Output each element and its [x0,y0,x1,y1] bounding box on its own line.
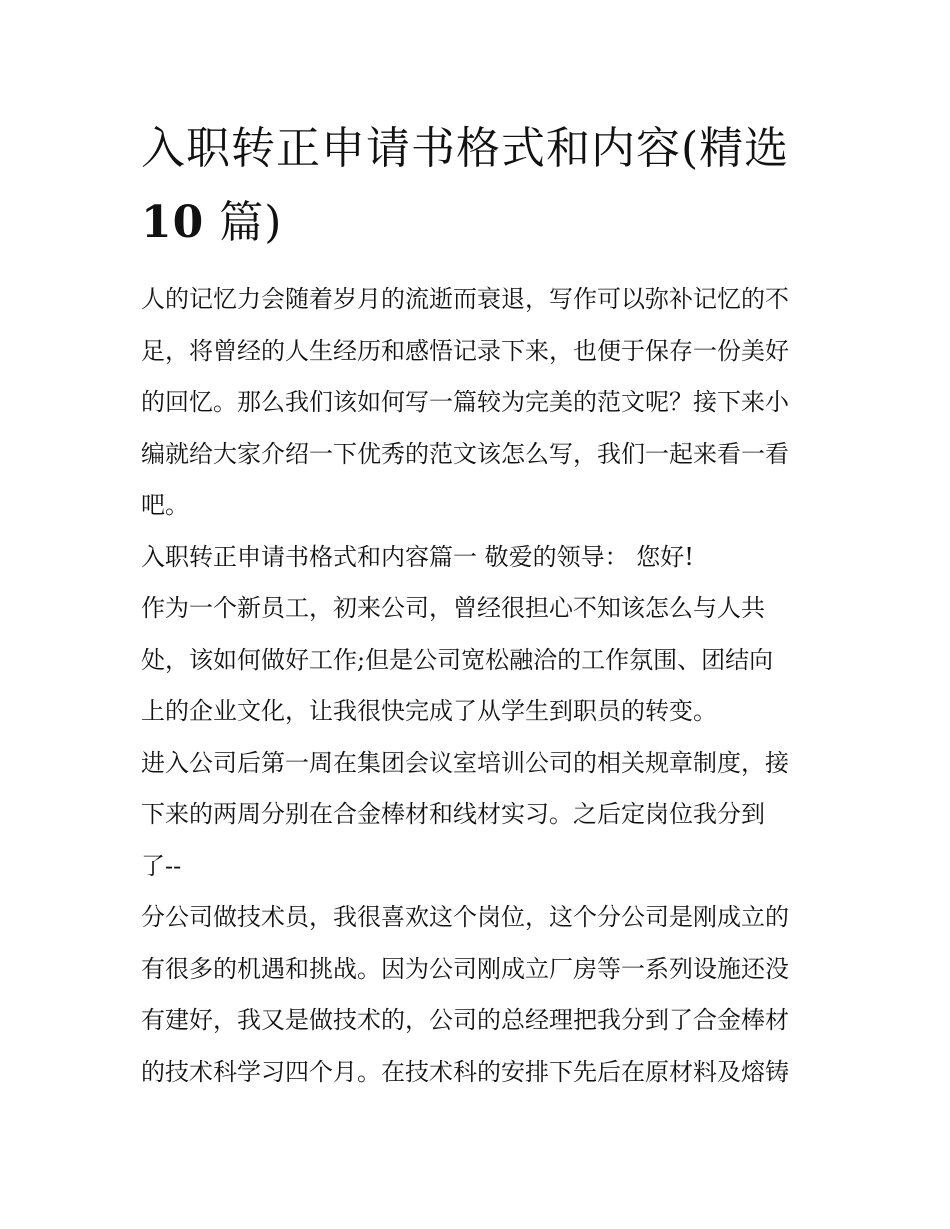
text-line: 的技术科学习四个月。在技术科的安排下先后在原材料及熔铸 [141,1057,789,1086]
text-line: 入职转正申请书格式和内容篇一 敬爱的领导： 您好! [141,542,694,571]
paragraph-body-2 [141,738,816,893]
text-line: 下来的两周分别在合金棒材和线材实习。之后定岗位我分到 [141,800,765,828]
paragraph-section-heading [141,532,816,584]
paragraph-body-3 [141,892,816,1098]
document-title [141,112,816,260]
text-line: 编就给大家介绍一下优秀的范文该怎么写，我们一起来看一看 [141,439,789,468]
text-line: 分公司做技术员，我很喜欢这个岗位，这个分公司是刚成立的 [141,903,789,931]
text-line: 人的记忆力会随着岁月的流逝而衰退，写作可以弥补记忆的不 [141,285,789,313]
text-line: 上的企业文化，让我很快完成了从学生到职员的转变。 [141,697,717,725]
text-line: 作为一个新员工，初来公司，曾经很担心不知该怎么与人共 [141,594,765,622]
text-line: 吧。 [141,491,189,519]
text-line: 有建好，我又是做技术的，公司的总经理把我分到了合金棒材 [141,1006,789,1034]
title-text-2: 篇) [219,197,283,248]
title-number: 10 [141,197,205,248]
document-page [141,112,816,1098]
paragraph-body-1 [141,583,816,738]
text-line: 足，将曾经的人生经历和感悟记录下来，也便于保存一份美好 [141,336,789,365]
text-line: 处，该如何做好工作;但是公司宽松融洽的工作氛围、团结向 [141,645,774,674]
title-text-1: 入职转正申请书格式和内容(精选 [141,123,790,174]
text-line: 的回忆。那么我们该如何写一篇较为完美的范文呢？接下来小 [141,388,789,416]
text-line: 进入公司后第一周在集团会议室培训公司的相关规章制度，接 [141,748,789,777]
paragraph-intro [141,274,816,532]
text-line: 了-- [141,851,182,880]
text-line: 有很多的机遇和挑战。因为公司刚成立厂房等一系列设施还没 [141,954,789,983]
